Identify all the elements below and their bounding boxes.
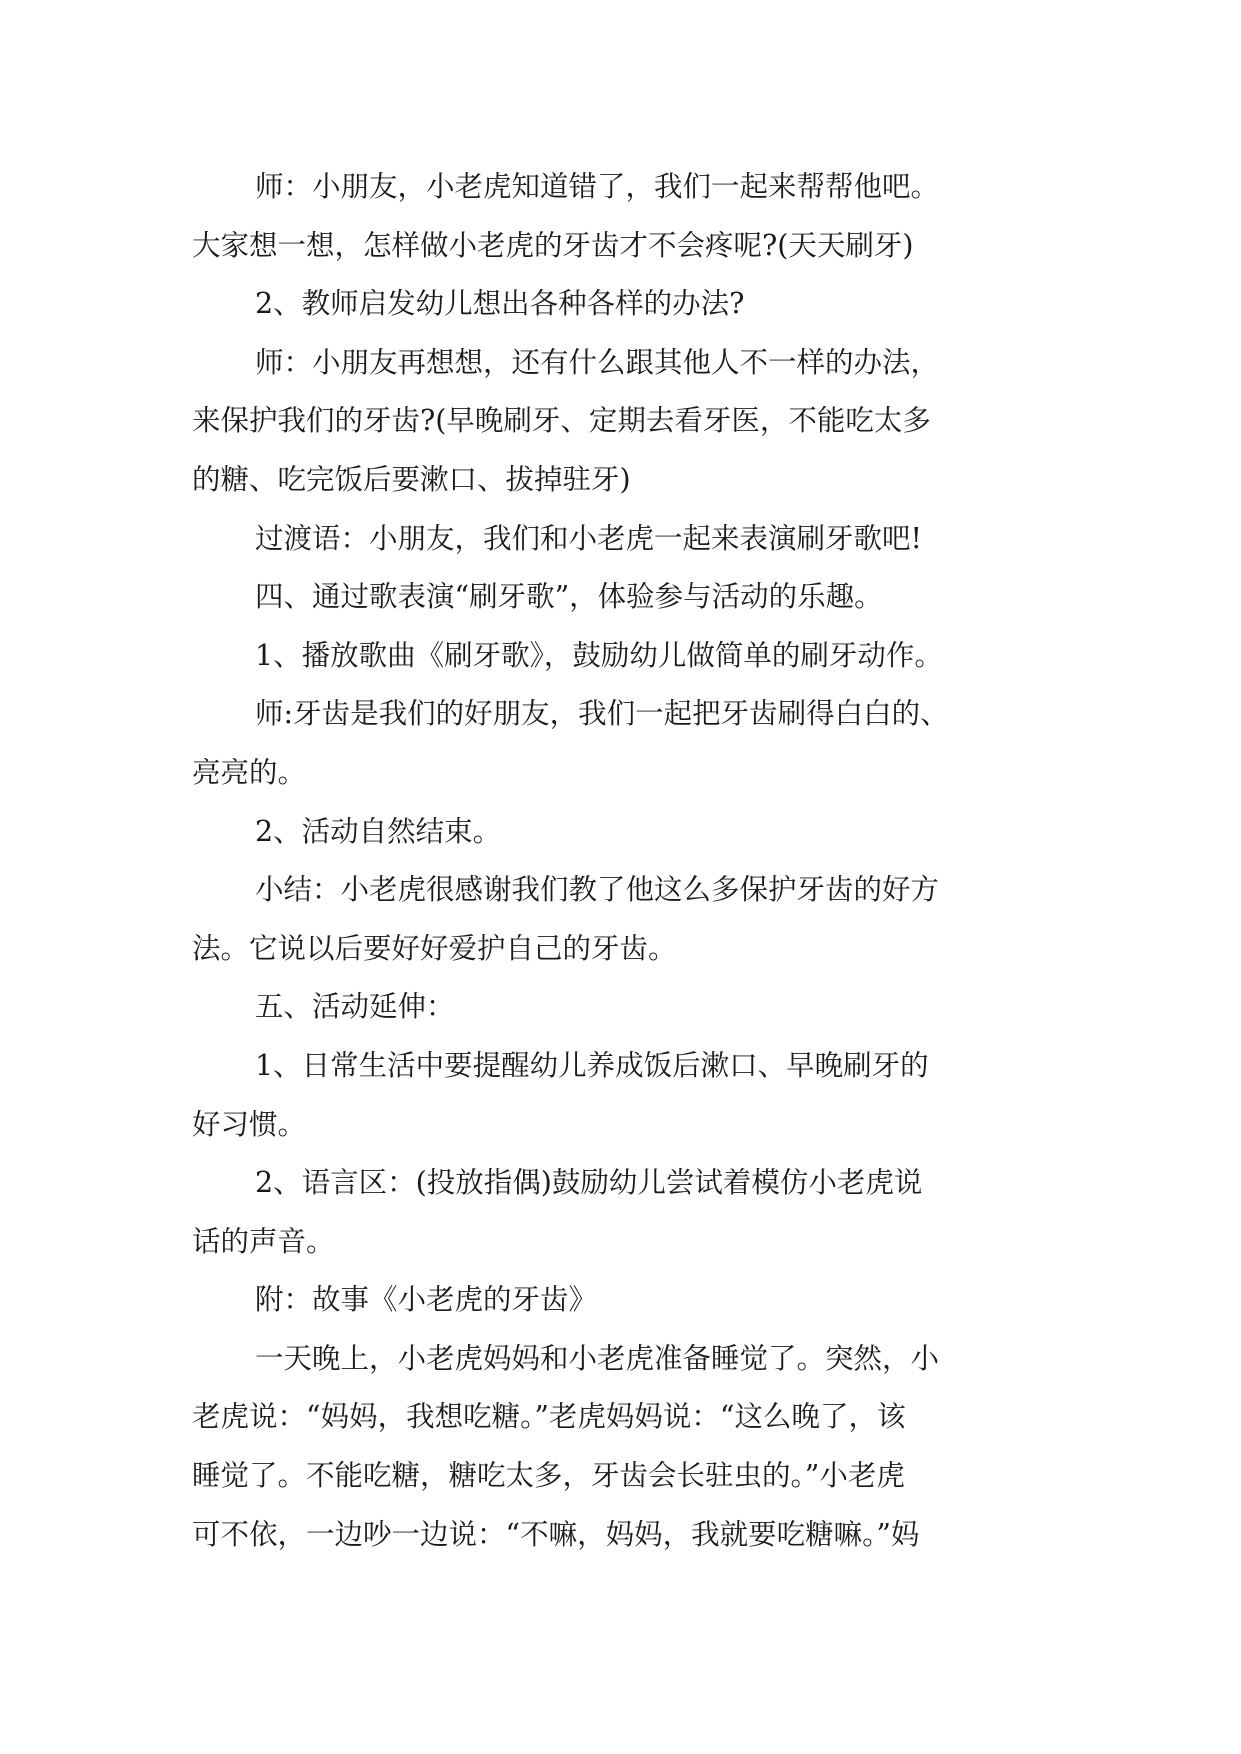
text-line: 2、语言区：(投放指偶)鼓励幼儿尝试着模仿小老虎说 bbox=[255, 1166, 923, 1200]
text-line: 法。它说以后要好好爱护自己的牙齿。 bbox=[192, 931, 677, 965]
text-line: 师：小朋友再想想，还有什么跟其他人不一样的办法， bbox=[255, 345, 940, 379]
text-line: 的糖、吃完饭后要漱口、拔掉驻牙) bbox=[192, 462, 631, 496]
text-line: 老虎说：“妈妈，我想吃糖。”老虎妈妈说：“这么晚了，该 bbox=[192, 1400, 906, 1434]
appendix-heading: 附：故事《小老虎的牙齿》 bbox=[255, 1283, 598, 1317]
text-line: 好习惯。 bbox=[192, 1107, 307, 1141]
text-line: 2、教师启发幼儿想出各种各样的办法? bbox=[255, 287, 745, 321]
text-line: 1、播放歌曲《刷牙歌》，鼓励幼儿做简单的刷牙动作。 bbox=[255, 638, 943, 672]
text-line: 小结：小老虎很感谢我们教了他这么多保护牙齿的好方 bbox=[255, 873, 940, 907]
text-line: 来保护我们的牙齿?(早晚刷牙、定期去看牙医，不能吃太多 bbox=[192, 404, 931, 438]
text-line: 2、活动自然结束。 bbox=[255, 814, 502, 848]
text-line: 亮亮的。 bbox=[192, 755, 307, 789]
text-line: 可不依，一边吵一边说：“不嘛，妈妈，我就要吃糖嘛。”妈 bbox=[192, 1517, 920, 1551]
text-line: 睡觉了。不能吃糖，糖吃太多，牙齿会长驻虫的。”小老虎 bbox=[192, 1459, 905, 1493]
text-line: 1、日常生活中要提醒幼儿养成饭后漱口、早晚刷牙的 bbox=[255, 1048, 929, 1082]
text-line: 一天晚上，小老虎妈妈和小老虎准备睡觉了。突然，小 bbox=[255, 1341, 940, 1375]
text-line: 话的声音。 bbox=[192, 1224, 335, 1258]
text-line: 师：小朋友，小老虎知道错了，我们一起来帮帮他吧。 bbox=[255, 170, 940, 203]
document-body bbox=[192, 158, 1072, 1564]
section-heading: 五、活动延伸： bbox=[255, 990, 455, 1024]
section-heading: 四、通过歌表演“刷牙歌”，体验参与活动的乐趣。 bbox=[255, 580, 883, 614]
text-line: 师:牙齿是我们的好朋友，我们一起把牙齿刷得白白的、 bbox=[255, 697, 949, 731]
text-line: 过渡语：小朋友，我们和小老虎一起来表演刷牙歌吧! bbox=[255, 521, 922, 555]
text-line: 大家想一想，怎样做小老虎的牙齿才不会疼呢?(天天刷牙) bbox=[192, 228, 914, 262]
